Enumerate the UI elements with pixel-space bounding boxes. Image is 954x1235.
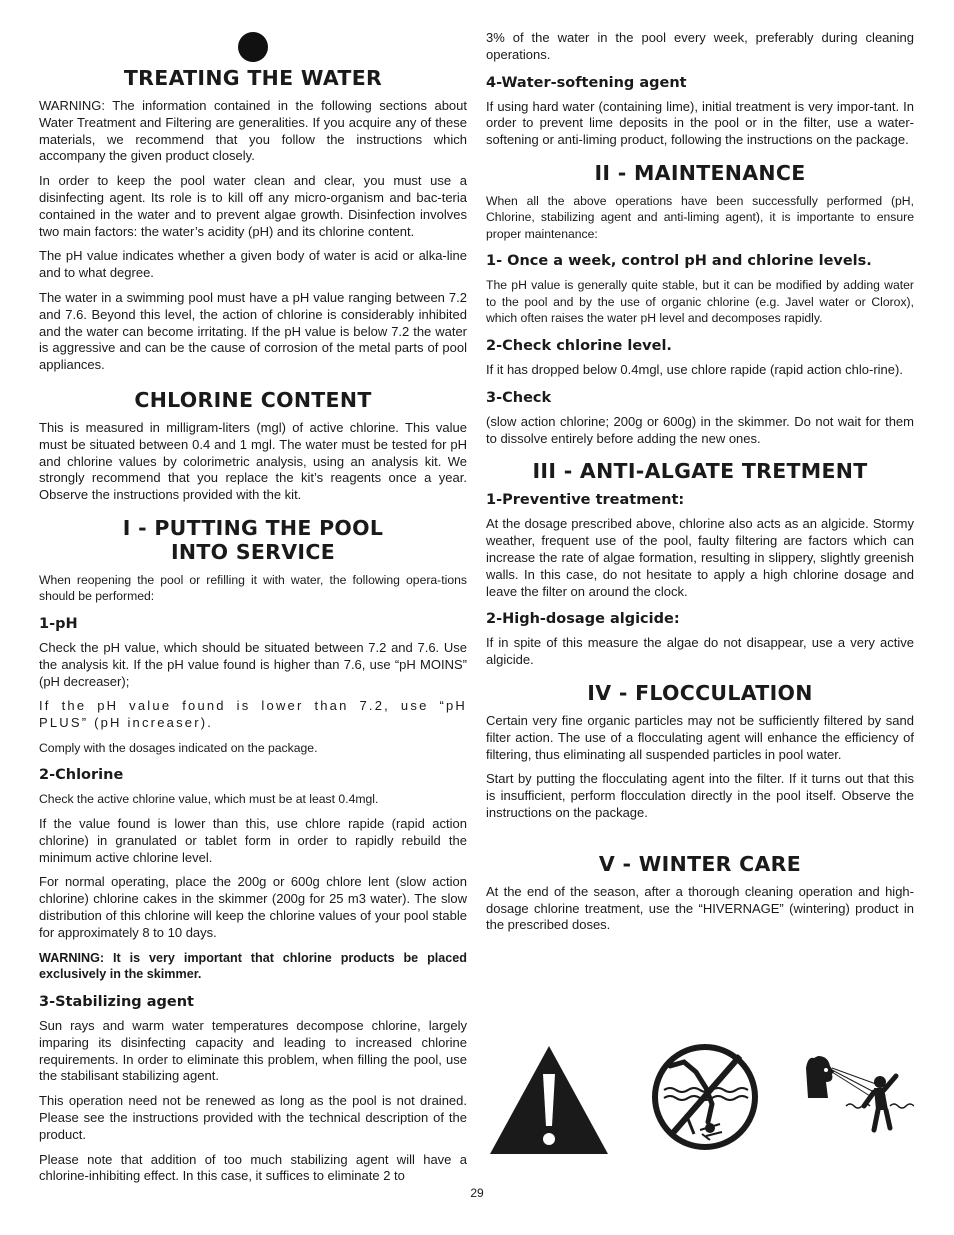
putting-into-service-title-line1: I - PUTTING THE POOL (122, 515, 384, 540)
warning-paragraph: WARNING: The information contained in the following sections about Water Treatment and Filtering are generalities. If you acquire any of these materials, we recommend that you follow the instructions which accompany the given product closely. (39, 98, 467, 164)
chlorine-content-paragraph: This is measured in milligram-liters (mgl) of active chlorine. This value must be situated between 0.4 and 1 mgl. The water must be tested for pH and chlorine values by colorimetric analysis, using an analysis kit. We strongly recommend that you replace the kit’s reagents once a year. Observe the instructions provided with the kit. (39, 419, 467, 503)
section-bullet-icon (238, 32, 268, 62)
ph-paragraph-1: Check the pH value, which should be situated between 7.2 and 7.6. Use the analysis kit. If the pH value found is higher than 7.6, use “pH MOINS” (pH decreaser); (39, 639, 467, 689)
right-column (486, 30, 914, 942)
check-3-paragraph: (slow action chlorine; 200g or 600g) in the skimmer. Do not wait for them to dissolve entirely before adding the new ones. (486, 413, 914, 446)
treating-water-title: TREATING THE WATER (123, 66, 383, 90)
chlorine-paragraph-1: Check the active chlorine value, which must be at least 0.4mgl. (39, 792, 379, 807)
chlorine-warning-paragraph: WARNING: It is very important that chlorine products be placed exclusively in the skimmer. (39, 950, 467, 982)
stabilizing-heading: 3-Stabilizing agent (39, 994, 194, 1011)
flocculation-paragraph-1: Certain very fine organic particles may not be sufficiently filtered by sand filter action. The use of a flocculating agent will enhance the efficiency of filtering, thus eliminating all suspended particles in pool water. (486, 712, 914, 762)
high-dosage-algicide-heading: 2-High-dosage algicide: (486, 611, 680, 628)
water-softening-paragraph: If using hard water (containing lime), initial treatment is very impor-tant. In order to prevent lime deposits in the pool or in the filter, use a water-softening or anti-liming product, following the instructions on the package. (486, 98, 914, 148)
preventive-treatment-paragraph: At the dosage prescribed above, chlorine also acts as an algicide. Stormy weather, frequent use of the pool, faulty filtering are factors which can increase the rate of algae formation, resulting in slippery, slightly greenish walls. In this case, do not hesitate to apply a high chlorine dosage and leave the filter on around the clock. (486, 516, 914, 599)
putting-into-service-title (39, 516, 467, 564)
disinfection-paragraph: In order to keep the pool water clean and clear, you must use a disinfecting agent. Its role is to kill off any micro-organism and bac-teria contained in the water and to prevent algae growth. Disinfection involves two main factors: the water’s acidity (pH) and its chlorine content. (39, 173, 467, 239)
stabilizing-paragraph-2: This operation need not be renewed as long as the pool is not drained. Please see the instructions provided with the technical description of the product. (39, 1093, 467, 1142)
flocculation-title: IV - FLOCCULATION (587, 680, 813, 705)
maintenance-intro-paragraph: When all the above operations have been successfully performed (pH, Chlorine, stabilizing agent and anti-liming agent), it is importante to ensure proper maintenance: (486, 193, 914, 241)
check-chlorine-paragraph: If it has dropped below 0.4mgl, use chlore rapide (rapid action chlo-rine). (486, 361, 903, 377)
stabilizing-paragraph-1: Sun rays and warm water temperatures decompose chlorine, largely imparing its disinfecting capacity and leading to increased chlorine requirements. In order to eliminate this problem, when filling the pool, use the stabilisant stabilizing agent. (39, 1018, 467, 1084)
winter-care-paragraph: At the end of the season, after a thorough cleaning operation and high-dosage chlorine treatment, use the “HIVERNAGE” (wintering) product in the prescribed doses. (486, 883, 914, 933)
stabilizing-paragraph-3: Please note that addition of too much stabilizing agent will have a chlorine-inhibiting effect. In this case, it suffices to eliminate 2 to (39, 1151, 467, 1184)
flocculation-paragraph-2: Start by putting the flocculating agent into the filter. If it turns out that this is insufficient, perform flocculation directly in the pool itself. Observe the instructions on the package. (486, 771, 914, 820)
chlorine-paragraph-3: For normal operating, place the 200g or 600g chlore lent (slow action chlorine) chlorine cakes in the skimmer (200g for 25 m3 water). The slow distribution of this chlorine will keep the chlorine values of your pool stable for approximately 8 to 10 days. (39, 874, 467, 940)
stabilizing-continued-paragraph: 3% of the water in the pool every week, preferably during cleaning operations. (486, 30, 914, 62)
safety-signs (486, 1040, 914, 1160)
preventive-treatment-heading: 1-Preventive treatment: (486, 492, 685, 509)
anti-algae-title: III - ANTI-ALGATE TRETMENT (532, 459, 868, 484)
chlorine-heading: 2-Chlorine (39, 767, 124, 784)
check-chlorine-heading: 2-Check chlorine level. (486, 337, 672, 354)
ph-paragraph-2: If the pH value found is lower than 7.2, use “pH PLUS” (pH increaser). (39, 698, 467, 731)
ph-definition-paragraph: The pH value indicates whether a given body of water is acid or alka-line and to what degree. (39, 248, 467, 281)
water-softening-heading: 4-Water-softening agent (486, 74, 687, 91)
page-number: 29 (470, 1186, 484, 1200)
no-diving-icon (650, 1042, 760, 1152)
high-dosage-algicide-paragraph: If in spite of this measure the algae do not disappear, use a very active algicide. (486, 635, 914, 668)
ph-heading: 1-pH (39, 615, 78, 632)
supervise-children-icon (804, 1048, 914, 1158)
chlorine-content-title: CHLORINE CONTENT (134, 387, 372, 412)
service-intro-paragraph: When reopening the pool or refilling it with water, the following opera-tions should be performed: (39, 572, 467, 604)
ph-range-paragraph: The water in a swimming pool must have a pH value ranging between 7.2 and 7.6. Beyond this level, the action of chlorine is considerably inhibited and the water can become irritating. If the pH value is below 7.2 the water is aggressive and can be the cause of corrosion of the metal parts of pool appliances. (39, 289, 467, 373)
winter-care-title: V - WINTER CARE (598, 851, 802, 876)
weekly-control-heading: 1- Once a week, control pH and chlorine levels. (486, 253, 872, 270)
maintenance-title: II - MAINTENANCE (594, 160, 806, 185)
chlorine-paragraph-2: If the value found is lower than this, use chlore rapide (rapid action chlorine) in granulated or tablet form in order to rapidly rebuild the minimum active chlorine level. (39, 815, 467, 865)
ph-paragraph-3: Comply with the dosages indicated on the package. (39, 740, 318, 755)
weekly-control-paragraph: The pH value is generally quite stable, but it can be modified by adding water to the pool and by the use of organic chlorine (e.g. Javel water or Clorox), which often raises the water pH level and decomposes rapidly. (486, 278, 914, 326)
warning-triangle-icon (488, 1044, 610, 1156)
check-3-heading: 3-Check (486, 389, 552, 406)
left-column (39, 30, 467, 1193)
putting-into-service-title-line2: INTO SERVICE (170, 539, 336, 564)
